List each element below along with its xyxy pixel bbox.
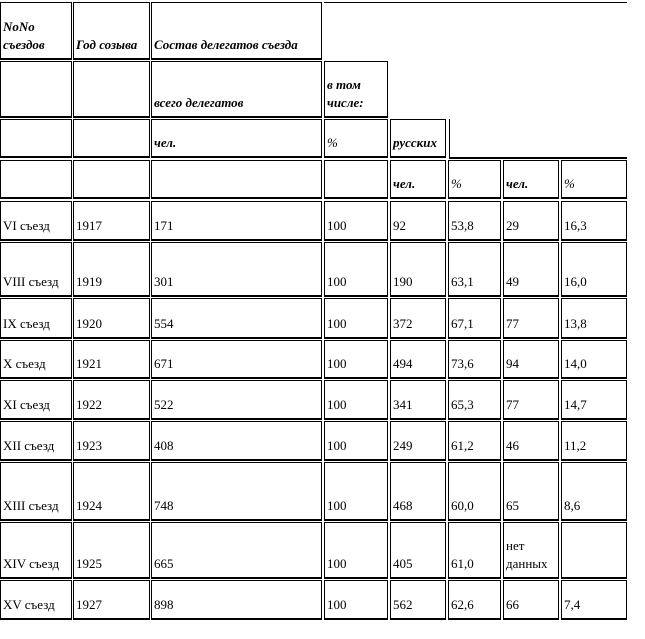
table-cell bbox=[503, 380, 559, 420]
cell-text: 73,6 bbox=[451, 356, 474, 371]
table-cell bbox=[73, 580, 150, 620]
table-cell bbox=[73, 522, 150, 579]
table-cell bbox=[151, 298, 322, 339]
congress-name-cell bbox=[0, 522, 72, 579]
table-cell bbox=[151, 522, 322, 579]
table-cell bbox=[73, 380, 150, 420]
cell-text: 66 bbox=[506, 597, 519, 612]
cell-text: 100 bbox=[327, 356, 347, 371]
header-cell bbox=[0, 119, 72, 158]
table-cell bbox=[151, 421, 322, 461]
table-cell bbox=[324, 201, 388, 241]
congress-name-cell bbox=[0, 421, 72, 461]
cell-text: 7,4 bbox=[564, 597, 581, 612]
cell-text: 562 bbox=[393, 597, 413, 612]
table-cell bbox=[73, 201, 150, 241]
cell-text: 62,6 bbox=[451, 597, 474, 612]
table-cell bbox=[561, 421, 627, 461]
table-cell bbox=[73, 242, 150, 297]
cell-text: 49 bbox=[506, 274, 519, 289]
table-cell bbox=[390, 522, 446, 579]
cell-text: 1927 bbox=[76, 597, 102, 612]
cell-text: 94 bbox=[506, 356, 519, 371]
table-cell bbox=[151, 462, 322, 521]
table-rule bbox=[449, 157, 627, 159]
cell-text: XIV съезд bbox=[3, 556, 60, 571]
cell-text: 1919 bbox=[76, 274, 102, 289]
cell-text: всего делегатов bbox=[154, 95, 244, 110]
cell-text: 61,2 bbox=[451, 438, 474, 453]
cell-text: 468 bbox=[393, 498, 413, 513]
table-cell bbox=[503, 462, 559, 521]
table-cell bbox=[503, 242, 559, 297]
table-cell bbox=[503, 522, 559, 579]
cell-text: 1917 bbox=[76, 218, 102, 233]
cell-text: 63,1 bbox=[451, 274, 474, 289]
table-cell bbox=[73, 340, 150, 379]
table-cell bbox=[448, 242, 501, 297]
cell-text: 554 bbox=[154, 316, 174, 331]
cell-text: 405 bbox=[393, 556, 413, 571]
cell-text: 13,8 bbox=[564, 316, 587, 331]
header-cell bbox=[561, 160, 627, 199]
table-cell bbox=[324, 462, 388, 521]
table-cell bbox=[324, 242, 388, 297]
cell-text: 100 bbox=[327, 316, 347, 331]
cell-text: 100 bbox=[327, 218, 347, 233]
table-cell bbox=[503, 421, 559, 461]
table-cell bbox=[561, 522, 627, 579]
cell-text: 1925 bbox=[76, 556, 102, 571]
cell-text: % bbox=[451, 176, 462, 191]
table-cell bbox=[448, 462, 501, 521]
cell-text: 65 bbox=[506, 498, 519, 513]
table-cell bbox=[390, 242, 446, 297]
cell-text: 1920 bbox=[76, 316, 102, 331]
cell-text: 898 bbox=[154, 597, 174, 612]
table-cell bbox=[324, 380, 388, 420]
cell-text: IX съезд bbox=[3, 316, 50, 331]
header-cell bbox=[73, 61, 150, 118]
cell-text: нет данных bbox=[506, 538, 548, 571]
cell-text: 77 bbox=[506, 316, 519, 331]
cell-text: 61,0 bbox=[451, 556, 474, 571]
cell-text: X съезд bbox=[3, 356, 46, 371]
cell-text: 301 bbox=[154, 274, 174, 289]
table-cell bbox=[561, 462, 627, 521]
table-cell bbox=[390, 380, 446, 420]
table-cell bbox=[151, 580, 322, 620]
table-cell bbox=[324, 522, 388, 579]
cell-text: 100 bbox=[327, 597, 347, 612]
cell-text: 1924 bbox=[76, 498, 102, 513]
cell-text: 53,8 bbox=[451, 218, 474, 233]
cell-text: 665 bbox=[154, 556, 174, 571]
header-cell bbox=[73, 119, 150, 158]
congress-name-cell bbox=[0, 340, 72, 379]
cell-text: 14,7 bbox=[564, 397, 587, 412]
cell-text: XIII съезд bbox=[3, 498, 59, 513]
cell-text: 100 bbox=[327, 397, 347, 412]
table-cell bbox=[561, 201, 627, 241]
cell-text: 748 bbox=[154, 498, 174, 513]
cell-text: 522 bbox=[154, 397, 174, 412]
cell-text: 372 bbox=[393, 316, 413, 331]
header-cell bbox=[151, 61, 322, 118]
header-cell bbox=[151, 119, 322, 158]
cell-text: 100 bbox=[327, 556, 347, 571]
cell-text: чел. bbox=[393, 176, 416, 191]
table-cell bbox=[503, 340, 559, 379]
cell-text: чел. bbox=[506, 176, 529, 191]
header-cell bbox=[73, 160, 150, 199]
cell-text: русских bbox=[393, 135, 437, 150]
cell-text: 92 bbox=[393, 218, 406, 233]
cell-text: 1923 bbox=[76, 438, 102, 453]
cell-text: VI съезд bbox=[3, 218, 50, 233]
cell-text: 100 bbox=[327, 438, 347, 453]
table-cell bbox=[324, 421, 388, 461]
header-cell bbox=[324, 119, 388, 158]
cell-text: 11,2 bbox=[564, 438, 587, 453]
cell-text: чел. bbox=[154, 135, 177, 150]
header-cell bbox=[151, 160, 322, 199]
table-cell bbox=[390, 298, 446, 339]
cell-text: XII съезд bbox=[3, 438, 55, 453]
table-cell bbox=[561, 580, 627, 620]
cell-text: в том числе: bbox=[327, 77, 365, 110]
table-rule bbox=[449, 119, 450, 159]
cell-text: 100 bbox=[327, 498, 347, 513]
cell-text: XI съезд bbox=[3, 397, 50, 412]
table-cell bbox=[503, 298, 559, 339]
cell-text: Год созыва bbox=[76, 37, 138, 52]
header-cell bbox=[151, 2, 322, 60]
table-cell bbox=[448, 522, 501, 579]
cell-text: % bbox=[564, 176, 575, 191]
cell-text: 77 bbox=[506, 397, 519, 412]
cell-text: VIII съезд bbox=[3, 274, 59, 289]
cell-text: 671 bbox=[154, 356, 174, 371]
cell-text: 171 bbox=[154, 218, 174, 233]
congress-name-cell bbox=[0, 242, 72, 297]
header-cell bbox=[390, 160, 446, 199]
cell-text: 46 bbox=[506, 438, 519, 453]
table-cell bbox=[390, 201, 446, 241]
table-cell bbox=[561, 298, 627, 339]
table-cell bbox=[561, 380, 627, 420]
congress-name-cell bbox=[0, 462, 72, 521]
header-cell bbox=[448, 160, 501, 199]
table-cell bbox=[73, 421, 150, 461]
table-cell bbox=[324, 340, 388, 379]
header-cell bbox=[0, 2, 72, 60]
table-rule bbox=[324, 2, 627, 3]
cell-text: 249 bbox=[393, 438, 413, 453]
table-cell bbox=[73, 462, 150, 521]
table-cell bbox=[503, 201, 559, 241]
table-cell bbox=[448, 340, 501, 379]
table-cell bbox=[448, 201, 501, 241]
header-cell bbox=[324, 61, 388, 118]
table-cell bbox=[324, 580, 388, 620]
table-cell bbox=[448, 380, 501, 420]
table-cell bbox=[561, 340, 627, 379]
table-cell bbox=[390, 421, 446, 461]
cell-text: 494 bbox=[393, 356, 413, 371]
cell-text: 408 bbox=[154, 438, 174, 453]
header-cell bbox=[390, 119, 446, 158]
cell-text: 190 bbox=[393, 274, 413, 289]
table-cell bbox=[503, 580, 559, 620]
cell-text: 14,0 bbox=[564, 356, 587, 371]
cell-text: 65,3 bbox=[451, 397, 474, 412]
table-cell bbox=[151, 380, 322, 420]
table-cell bbox=[73, 298, 150, 339]
cell-text: 16,0 bbox=[564, 274, 587, 289]
cell-text: 341 bbox=[393, 397, 413, 412]
cell-text: 16,3 bbox=[564, 218, 587, 233]
table-cell bbox=[324, 298, 388, 339]
cell-text: XV съезд bbox=[3, 597, 55, 612]
table-cell bbox=[448, 580, 501, 620]
table-cell bbox=[151, 242, 322, 297]
cell-text: % bbox=[327, 135, 338, 150]
header-cell bbox=[73, 2, 150, 60]
cell-text: 60,0 bbox=[451, 498, 474, 513]
table-cell bbox=[390, 340, 446, 379]
table-cell bbox=[448, 298, 501, 339]
cell-text: 1921 bbox=[76, 356, 102, 371]
table-cell bbox=[561, 242, 627, 297]
table-cell bbox=[151, 340, 322, 379]
congress-name-cell bbox=[0, 580, 72, 620]
congress-name-cell bbox=[0, 201, 72, 241]
table-cell bbox=[390, 580, 446, 620]
table-cell bbox=[448, 421, 501, 461]
cell-text: 29 bbox=[506, 218, 519, 233]
cell-text: 100 bbox=[327, 274, 347, 289]
cell-text: NoNo съездов bbox=[3, 19, 45, 52]
cell-text: 67,1 bbox=[451, 316, 474, 331]
header-cell bbox=[0, 160, 72, 199]
cell-text: 8,6 bbox=[564, 498, 581, 513]
table-cell bbox=[151, 201, 322, 241]
congress-name-cell bbox=[0, 298, 72, 339]
congress-name-cell bbox=[0, 380, 72, 420]
table-cell bbox=[390, 462, 446, 521]
header-cell bbox=[0, 61, 72, 118]
cell-text: Состав делегатов съезда bbox=[154, 37, 298, 52]
cell-text: 1922 bbox=[76, 397, 102, 412]
header-cell bbox=[324, 160, 388, 199]
header-cell bbox=[503, 160, 559, 199]
